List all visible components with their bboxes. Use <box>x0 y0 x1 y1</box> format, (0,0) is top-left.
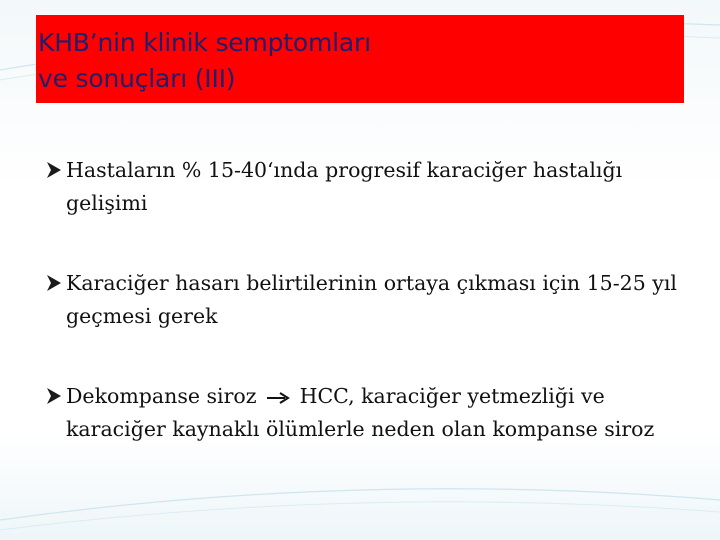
bullet-item-2 <box>46 267 686 333</box>
slide-title-banner <box>36 15 684 103</box>
bullet-text-3-after-arrow: HCC, karaciğer yetmezliği ve karaciğer kaynaklı ölümlerle neden olan kompanse siroz <box>66 384 655 441</box>
bullet-arrowhead-icon <box>46 387 62 405</box>
slide-title-line-1: KHB’nin klinik semptomları <box>38 28 371 57</box>
bullet-text-2: Karaciğer hasarı belirtilerinin ortaya çıkması için 15-25 yıl geçmesi gerek <box>66 271 677 328</box>
bullet-text-3-before-arrow: Dekompanse siroz <box>66 384 257 408</box>
bullet-arrowhead-icon <box>46 161 62 179</box>
bullet-arrowhead-icon <box>46 274 62 292</box>
bullet-text-1: Hastaların % 15-40‘ında progresif karaciğer hastalığı gelişimi <box>66 158 623 215</box>
slide-title-line-2: ve sonuçları (III) <box>38 64 236 93</box>
bullet-item-3 <box>46 380 686 446</box>
right-arrow-icon <box>265 391 291 405</box>
bullet-item-1 <box>46 154 686 220</box>
bullet-list <box>46 154 686 446</box>
